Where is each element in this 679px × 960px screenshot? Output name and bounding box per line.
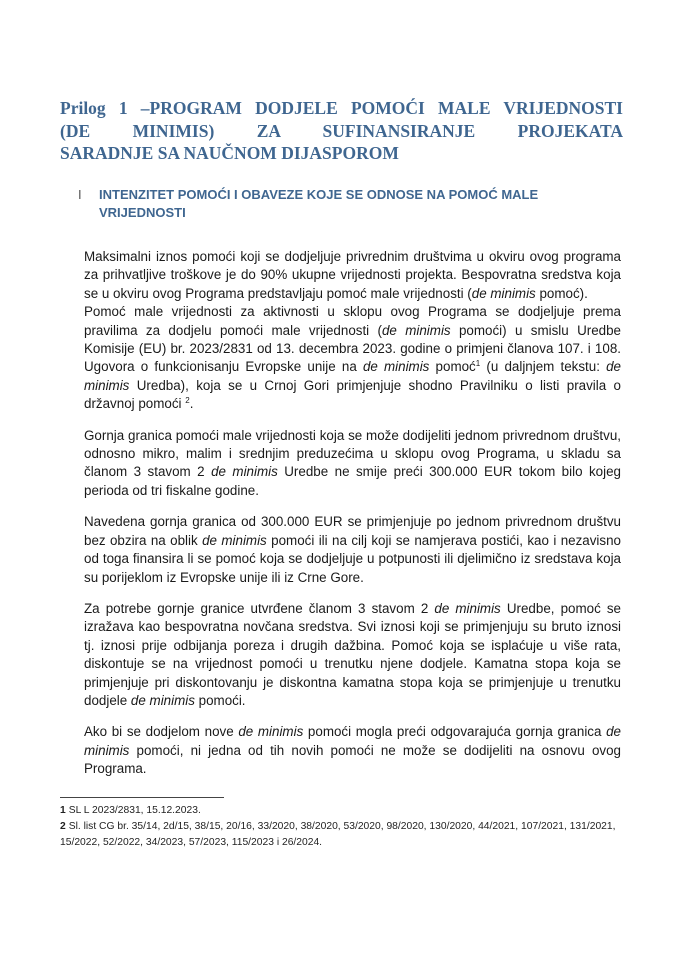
paragraph-1: Maksimalni iznos pomoći koji se dodjeljuje privrednim društvima u okviru ovog programa za prihvatljive troškove je do 90% ukupne vrijednosti projekta. Bespovratna sredstva koja se u okviru ovog Programa predstavljaju pomoć male vrijednosti (de minimis pomoć). [84, 249, 621, 301]
footnote-divider [60, 797, 224, 798]
paragraph-4: Navedena gornja granica od 300.000 EUR se primjenjuje po jednom privrednom društvu bez obzira na oblik de minimis pomoći ili na cilj koji se namjerava postići, kao i nezavisno od toga finansira li se pomoć koja se dodjeljuje u potpunosti ili djelimično iz sredstava koja su porijeklom iz Evropske unije ili iz Crne Gore. [84, 514, 621, 585]
section-marker: I [78, 187, 82, 202]
paragraph-2: Pomoć male vrijednosti za aktivnosti u sklopu ovog Programa se dodjeljuje prema pravilima za dodjelu pomoći male vrijednosti (de minimis pomoći) u smislu Uredbe Komisije (EU) br. 2023/2831 od 13. decembra 2023. godine o primjeni članova 107. i 108. Ugovora o funkcionisanju Evropske unije na de minimis pomoć$^1$ (u daljnjem tekstu: de minimis Uredba), koja se u Crnoj Gori primjenjuje shodno Pravilniku o listi pravila o državnoj pomoći $^2$. [84, 304, 621, 412]
paragraph-5: Za potrebe gornje granice utvrđene članom 3 stavom 2 de minimis Uredbe, pomoć se izražava kao bespovratna novčana sredstva. Svi iznosi koji se primjenjuju su bruto iznosi tj. iznosi prije odbijanja poreza i drugih dažbina. Pomoć koja se isplaćuje u više rata, diskontuje se na vrijednost pomoći u trenutku njene dodjele. Kamatna stopa koja se primjenjuje pri diskontovanju je diskontna kamatna stopa koja se primjenjuje u trenutku dodjele de minimis pomoći. [84, 600, 622, 708]
footnote-2 [60, 819, 625, 851]
footnote-1-number: 1 [60, 805, 66, 816]
document-title [60, 97, 623, 165]
title-line-2: (DE MINIMIS) ZA SUFINANSIRANJE PROJEKATA [60, 120, 623, 141]
footnotes [60, 803, 625, 851]
title-line-1: Prilog 1 –PROGRAM DODJELE POMOĆI MALE VRIJEDNOSTI [60, 98, 623, 118]
footnote-2-text: Sl. list CG br. 35/14, 2d/15, 38/15, 20/16, 33/2020, 38/2020, 53/2020, 98/2020, 130/2020, 44/2021, 107/2021, 131/2021, 15/2022, 52/2022, 34/2023, 57/2023, 115/2023 i 26/2024. [60, 821, 616, 848]
footnote-2-number: 2 [60, 821, 66, 832]
paragraph-3: Gornja granica pomoći male vrijednosti koja se može dodijeliti jednom privrednom društvu, odnosno mikro, malim i srednjim preduzećima u sklopu ovog Programa, u skladu sa članom 3 stavom 2 de minimis Uredbe ne smije preći 300.000 EUR tokom bilo kojeg perioda od tri fiskalne godine. [84, 427, 621, 498]
footnote-1-text: SL L 2023/2831, 15.12.2023. [68, 805, 201, 816]
section-heading-text: INTENZITET POMOĆI I OBAVEZE KOJE SE ODNOSE NA POMOĆ MALE VRIJEDNOSTI [99, 187, 539, 220]
document-body [84, 248, 621, 792]
paragraph-6: Ako bi se dodjelom nove de minimis pomoći mogla preći odgovarajuća gornja granica de minimis pomoći, ni jedna od tih novih pomoći ne može se dodijeliti na osnovu ovog Programa. [84, 724, 621, 777]
footnote-ref-1: 1 [475, 359, 481, 369]
footnote-1 [60, 803, 625, 819]
footnote-ref-2: 2 [185, 396, 190, 406]
title-line-3: SARADNJE SA NAUČNOM DIJASPOROM [60, 143, 399, 163]
